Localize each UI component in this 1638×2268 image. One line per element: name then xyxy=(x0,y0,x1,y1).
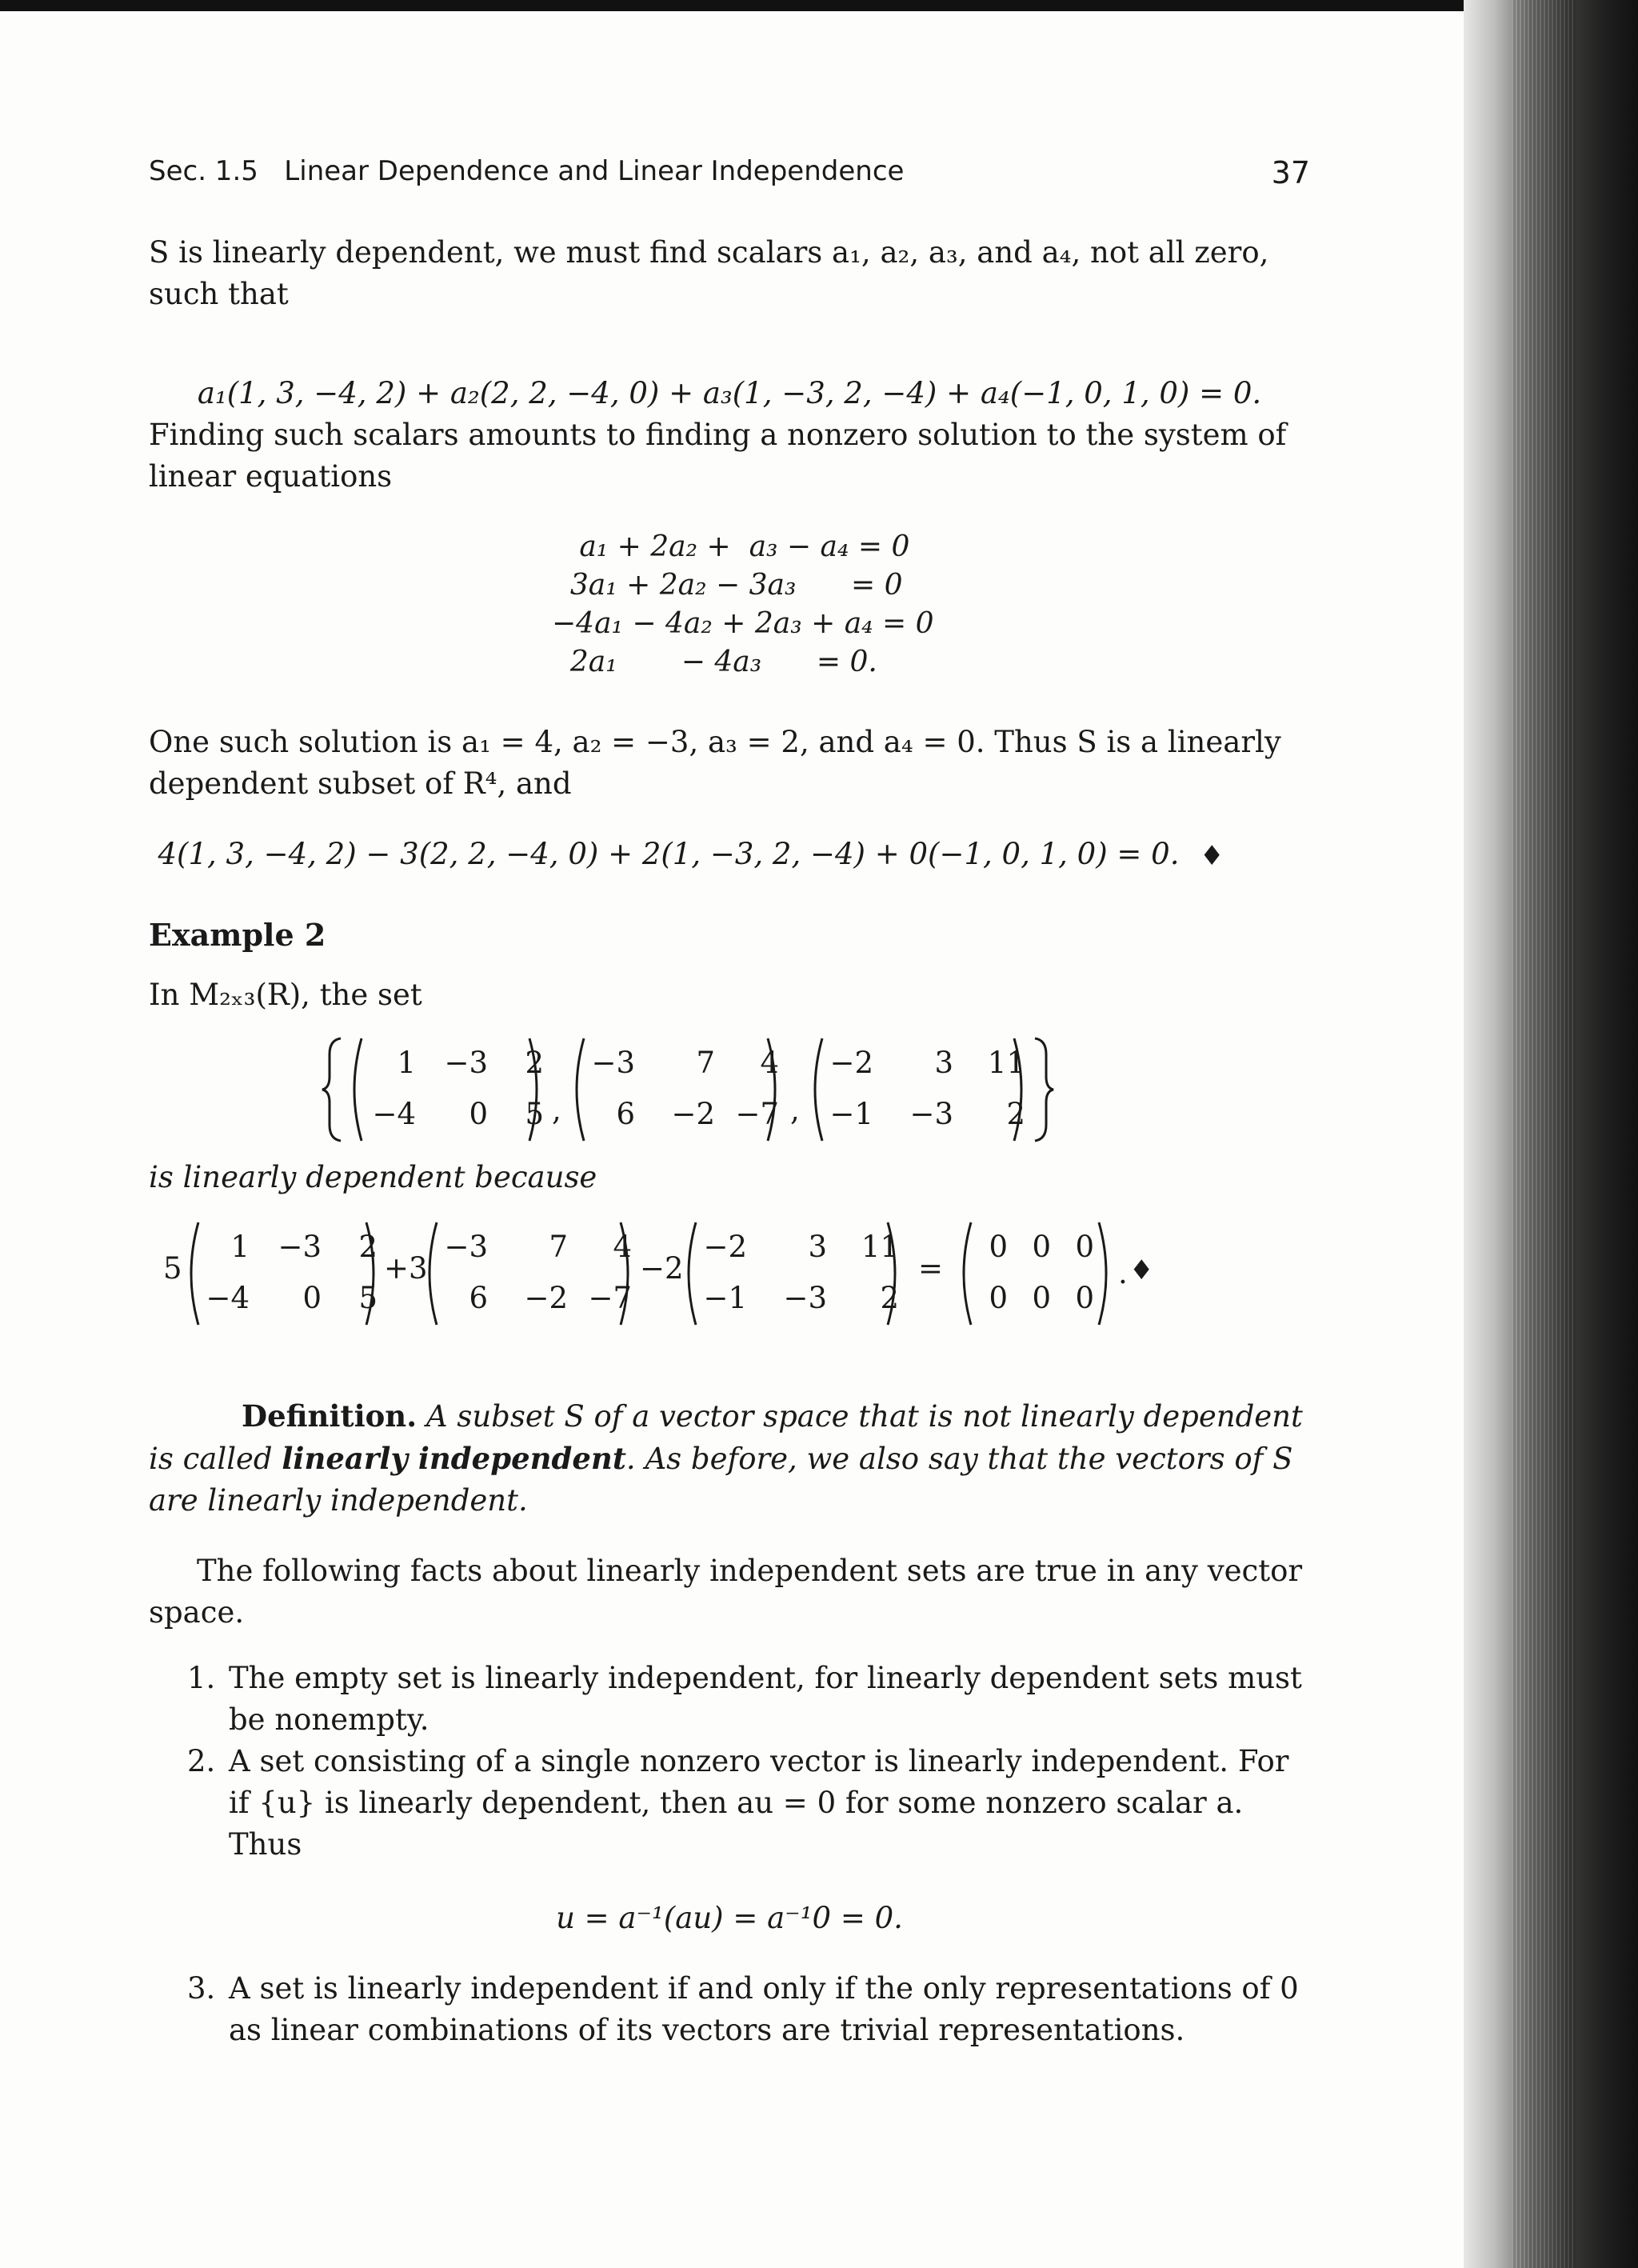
system-row: −4a₁ − 4a₂ + 2a₃ + a₄ = 0 xyxy=(552,607,934,640)
linear-system xyxy=(552,528,934,682)
matrix-entry: 3 xyxy=(808,1230,827,1264)
system-row: a₁ + 2a₂ + a₃ − a₄ = 0 xyxy=(552,530,910,563)
matrix-entry: 5 xyxy=(525,1097,544,1131)
combo-matrix-3 xyxy=(680,1221,904,1326)
matrix-set xyxy=(320,1037,1200,1142)
matrix-entry: −3 xyxy=(444,1046,488,1080)
matrix-entry: −2 xyxy=(524,1281,568,1315)
matrix-entry: 0 xyxy=(1075,1281,1094,1315)
matrix-entry: 4 xyxy=(613,1230,632,1264)
matrix-entry: 1 xyxy=(230,1230,250,1264)
equation-dependence: 4(1, 3, −4, 2) − 3(2, 2, −4, 0) + 2(1, −3, 2, −4) + 0(−1, 0, 1, 0) = 0. xyxy=(158,837,1180,871)
matrix-entry: −3 xyxy=(909,1097,953,1131)
matrix-entry: −3 xyxy=(278,1230,322,1264)
period: . xyxy=(1118,1256,1128,1290)
list-text: A set is linearly independent if and only if the only representations of 0 as linear combinations of its vectors are trivial representations. xyxy=(229,1971,1299,2047)
book-spine-shadow xyxy=(1464,0,1638,2268)
matrix-entry: −2 xyxy=(671,1097,715,1131)
matrix-entry: 5 xyxy=(358,1281,378,1315)
matrix-entry: 2 xyxy=(358,1230,378,1264)
matrix-entry: 7 xyxy=(549,1230,568,1264)
section-title: Sec. 1.5 Linear Dependence and Linear Independence xyxy=(149,155,905,187)
matrix-entry: 0 xyxy=(1075,1230,1094,1264)
definition-label: Definition. xyxy=(242,1398,417,1434)
definition-text-b: . As before, we also say that the vectors of S are linearly independent. xyxy=(149,1442,1293,1518)
definition xyxy=(149,1395,1310,1522)
list-number: 3. xyxy=(187,1971,216,2006)
matrix-entry: 4 xyxy=(760,1046,779,1080)
system-row: 2a₁ − 4a₃ = 0. xyxy=(552,646,877,678)
matrix-entry: −3 xyxy=(444,1230,488,1264)
coefficient: 5 xyxy=(163,1251,182,1286)
matrix-entry: 0 xyxy=(1032,1230,1051,1264)
matrix-entry: 2 xyxy=(1006,1097,1025,1131)
right-brace xyxy=(1032,1037,1056,1142)
matrix-entry: −4 xyxy=(206,1281,250,1315)
matrix-entry: −2 xyxy=(829,1046,873,1080)
set-matrix-3 xyxy=(806,1037,1030,1142)
equation-inverse: u = a⁻¹(au) = a⁻¹0 = 0. xyxy=(556,1901,903,1935)
running-header xyxy=(149,155,1310,194)
scan-edge xyxy=(0,0,1464,11)
matrix-entry: 2 xyxy=(525,1046,544,1080)
list-text: The empty set is linearly independent, for linearly dependent sets must be nonempty. xyxy=(229,1661,1302,1737)
matrix-entry: −7 xyxy=(735,1097,779,1131)
left-brace xyxy=(320,1037,344,1142)
paragraph-scalars: S is linearly dependent, we must find scalars a₁, a₂, a₃, and a₄, not all zero, such that xyxy=(149,235,1269,311)
set-matrix-1 xyxy=(346,1037,545,1142)
matrix-entry: 11 xyxy=(861,1230,899,1264)
matrix-entry: 0 xyxy=(989,1281,1008,1315)
page-number: 37 xyxy=(1271,155,1310,190)
matrix-entry: 6 xyxy=(469,1281,488,1315)
paragraph-system-intro: Finding such scalars amounts to finding a nonzero solution to the system of linear equations xyxy=(149,418,1287,494)
example-title: Example 2 xyxy=(149,917,326,953)
matrix-entry: 0 xyxy=(989,1230,1008,1264)
matrix-entry: 0 xyxy=(1032,1281,1051,1315)
matrix-entry: 2 xyxy=(880,1281,899,1315)
matrix-entry: 3 xyxy=(934,1046,953,1080)
list-number: 1. xyxy=(187,1661,216,1695)
equals-sign: = xyxy=(918,1251,944,1286)
matrix-entry: −2 xyxy=(703,1230,747,1264)
example-intro: In M₂ₓ₃(R), the set xyxy=(149,978,422,1012)
coefficient: −2 xyxy=(640,1251,684,1286)
matrix-entry: −3 xyxy=(591,1046,635,1080)
definition-term: linearly independent xyxy=(282,1441,626,1476)
end-of-example-mark: ♦ xyxy=(1200,840,1225,872)
matrix-entry: −1 xyxy=(829,1097,873,1131)
coefficient: +3 xyxy=(384,1251,428,1286)
combo-matrix-1 xyxy=(182,1221,382,1326)
comma: , xyxy=(552,1093,561,1127)
matrix-entry: 1 xyxy=(397,1046,416,1080)
list-number: 2. xyxy=(187,1744,216,1778)
definition-text-a: A subset S of a vector space that is not linearly dependent is called xyxy=(149,1399,1303,1476)
dependence-statement: is linearly dependent because xyxy=(149,1160,597,1194)
matrix-entry: 7 xyxy=(696,1046,715,1080)
matrix-entry: 0 xyxy=(469,1097,488,1131)
set-matrix-2 xyxy=(568,1037,784,1142)
zero-matrix xyxy=(955,1221,1115,1326)
matrix-entry: −4 xyxy=(372,1097,416,1131)
end-of-example-mark: ♦ xyxy=(1129,1254,1154,1286)
matrix-entry: −1 xyxy=(703,1281,747,1315)
matrix-entry: 6 xyxy=(616,1097,635,1131)
system-row: 3a₁ + 2a₂ − 3a₃ = 0 xyxy=(552,569,903,602)
combo-matrix-2 xyxy=(421,1221,637,1326)
facts-intro: The following facts about linearly independent sets are true in any vector space. xyxy=(149,1554,1303,1630)
equation-linear-combination: a₁(1, 3, −4, 2) + a₂(2, 2, −4, 0) + a₃(1, −3, 2, −4) + a₄(−1, 0, 1, 0) = 0. xyxy=(197,376,1262,410)
matrix-entry: 0 xyxy=(302,1281,322,1315)
list-text: A set consisting of a single nonzero vector is linearly independent. For if {u} is linearly dependent, then au = 0 for some nonzero scalar a. Thus xyxy=(229,1744,1289,1862)
matrix-combination xyxy=(149,1221,1316,1326)
matrix-entry: −3 xyxy=(783,1281,827,1315)
matrix-entry: −7 xyxy=(588,1281,632,1315)
paragraph-solution: One such solution is a₁ = 4, a₂ = −3, a₃ = 2, and a₄ = 0. Thus S is a linearly dependent subset of R⁴, and xyxy=(149,725,1281,801)
comma: , xyxy=(790,1093,800,1127)
matrix-entry: 11 xyxy=(987,1046,1025,1080)
